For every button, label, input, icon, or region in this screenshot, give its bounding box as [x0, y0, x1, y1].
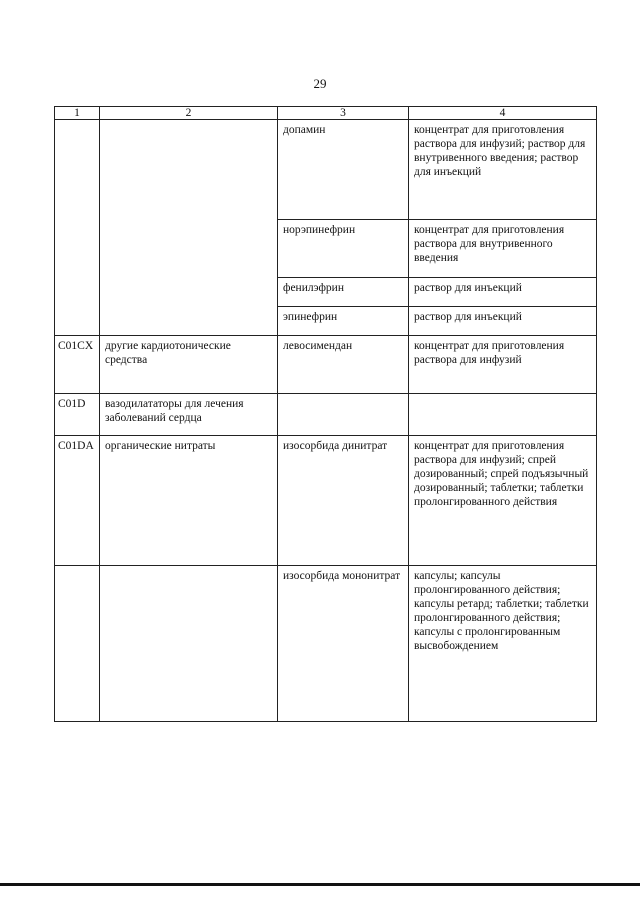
page-bottom-rule	[0, 883, 640, 886]
substance-cell: изосорбида динитрат	[278, 436, 409, 566]
atc-code-cell: C01D	[55, 394, 100, 436]
dosage-form-cell: концентрат для приготовления раствора для инфузий; спрей дозированный; спрей подъязычный дозированный; таблетки; таблетки пролонгированного действия	[409, 436, 597, 566]
group-cell: другие кардиотонические средства	[100, 336, 278, 394]
dosage-form-cell: концентрат для приготовления раствора для инфузий	[409, 336, 597, 394]
header-col-2: 2	[100, 107, 278, 120]
group-cell: вазодилататоры для лечения заболеваний сердца	[100, 394, 278, 436]
medicines-table	[54, 106, 597, 722]
header-col-3: 3	[278, 107, 409, 120]
substance-cell: эпинефрин	[278, 307, 409, 336]
header-col-1: 1	[55, 107, 100, 120]
table-row	[55, 436, 597, 566]
substance-cell: левосимендан	[278, 336, 409, 394]
dosage-form-cell: концентрат для приготовления раствора для внутривенного введения	[409, 220, 597, 278]
substance-cell: норэпинефрин	[278, 220, 409, 278]
dosage-form-cell: капсулы; капсулы пролонгированного действия; капсулы ретард; таблетки; таблетки пролонгированного действия; капсулы с пролонгированным высвобождением	[409, 566, 597, 722]
substance-cell: допамин	[278, 120, 409, 220]
table-row	[55, 336, 597, 394]
dosage-form-cell	[409, 394, 597, 436]
atc-code-cell	[55, 566, 100, 722]
dosage-form-cell: раствор для инъекций	[409, 278, 597, 307]
dosage-form-cell: концентрат для приготовления раствора для инфузий; раствор для внутривенного введения; раствор для инъекций	[409, 120, 597, 220]
page-number: 29	[313, 76, 327, 91]
header-col-4: 4	[409, 107, 597, 120]
atc-code-cell: C01DA	[55, 436, 100, 566]
table-row	[55, 120, 597, 220]
table-row	[55, 566, 597, 722]
substance-cell	[278, 394, 409, 436]
group-cell	[100, 120, 278, 336]
substance-cell: изосорбида мононитрат	[278, 566, 409, 722]
atc-code-cell	[55, 120, 100, 336]
atc-code-cell: C01CX	[55, 336, 100, 394]
table-row	[55, 394, 597, 436]
group-cell	[100, 566, 278, 722]
dosage-form-cell: раствор для инъекций	[409, 307, 597, 336]
substance-cell: фенилэфрин	[278, 278, 409, 307]
group-cell: органические нитраты	[100, 436, 278, 566]
table-header-row	[55, 107, 597, 120]
